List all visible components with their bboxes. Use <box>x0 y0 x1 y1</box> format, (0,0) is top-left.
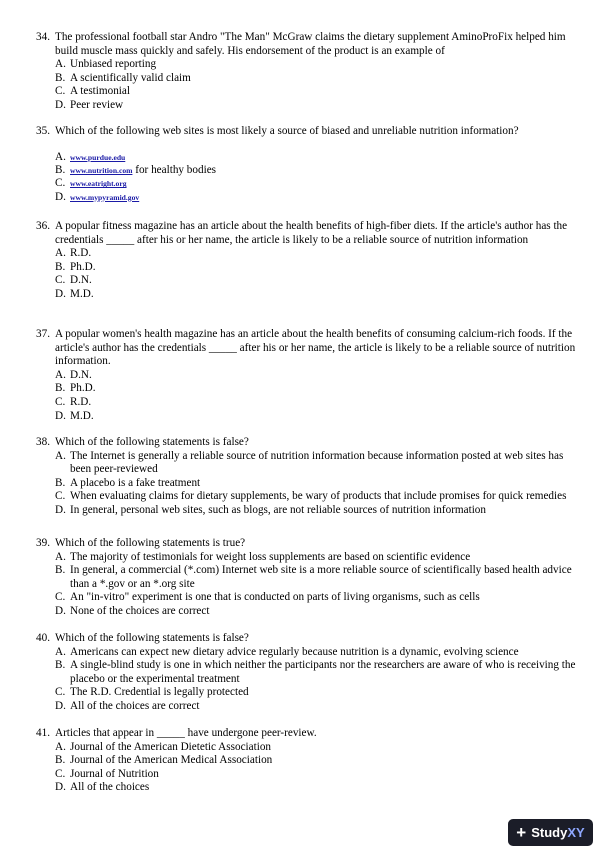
question-number: 35. <box>36 125 50 137</box>
question-stem: Which of the following web sites is most likely a source of biased and unreliable nutrition information? <box>55 125 519 137</box>
option-a[interactable]: A. www.purdue.edu <box>55 150 126 163</box>
option-d[interactable]: D. None of the choices are correct <box>55 604 210 617</box>
question-stem: Which of the following statements is true? <box>55 537 246 549</box>
option-b[interactable]: B. www.nutrition.com for healthy bodies <box>55 164 217 176</box>
question-number: 38. <box>36 436 50 448</box>
question-number: 37. <box>36 328 50 340</box>
option-d[interactable]: D. All of the choices <box>55 781 150 794</box>
option-d[interactable]: D. www.mypyramid.gov <box>55 190 140 203</box>
option-a[interactable]: A. Journal of the American Dietetic Association <box>55 740 272 753</box>
question-36 <box>36 220 581 302</box>
question-stem: Articles that appear in _____ have undergone peer-review. <box>55 727 317 739</box>
question-number: 40. <box>36 632 50 644</box>
option-b[interactable]: B. A single-blind study is one in which neither the participants nor the researchers are aware of who is receiving the placebo or the experimental treatment <box>55 659 576 685</box>
option-c[interactable]: C. R.D. <box>55 395 92 408</box>
question-37 <box>36 328 581 423</box>
option-a[interactable]: A. Unbiased reporting <box>55 58 157 71</box>
question-stem: Which of the following statements is false? <box>55 436 249 448</box>
option-a[interactable]: A. D.N. <box>55 368 92 381</box>
question-39 <box>36 537 581 619</box>
question-number: 36. <box>36 220 50 232</box>
option-d[interactable]: D. Peer review <box>55 98 124 111</box>
option-c[interactable]: C. The R.D. Credential is legally protected <box>55 686 249 699</box>
option-a[interactable]: A. Americans can expect new dietary advice regularly because nutrition is a dynamic, evolving science <box>55 645 519 658</box>
question-35 <box>36 125 581 204</box>
option-b[interactable]: B. A placebo is a fake treatment <box>55 476 201 489</box>
option-c[interactable]: C. www.eatright.org <box>55 177 127 190</box>
question-40 <box>36 632 581 714</box>
question-34 <box>36 31 581 113</box>
studyxy-logo[interactable] <box>508 819 593 846</box>
mypyramid-link[interactable]: www.mypyramid.gov <box>70 192 140 202</box>
option-b[interactable]: B. Ph.D. <box>55 382 96 395</box>
option-d[interactable]: D. M.D. <box>55 287 94 300</box>
question-number: 41. <box>36 727 50 739</box>
question-stem: Which of the following statements is false? <box>55 632 249 644</box>
eatright-link[interactable]: www.eatright.org <box>70 179 127 189</box>
option-c[interactable]: C. D.N. <box>55 274 92 287</box>
option-a[interactable]: A. The Internet is generally a reliable source of nutrition information because information posted at web sites has been peer-reviewed <box>55 449 564 476</box>
option-c[interactable]: C. Journal of Nutrition <box>55 767 159 780</box>
question-41 <box>36 727 581 795</box>
question-number: 39. <box>36 537 50 549</box>
option-b[interactable]: B. A scientifically valid claim <box>55 71 191 84</box>
question-number: 34. <box>36 31 50 43</box>
plus-icon: + <box>516 823 527 842</box>
option-b[interactable]: B. In general, a commercial (*.com) Internet web site is a more reliable source of scientifically based health advice than a *.gov or an *.org site <box>55 564 572 590</box>
nutrition-link[interactable]: www.nutrition.com <box>70 166 133 175</box>
question-stem: A popular women's health magazine has an article about the health benefits of consuming calcium-rich foods. If the article's author has the credentials _____ after his or her name, the article is likely to be a reliable source of nutrition information. <box>55 328 576 368</box>
question-stem: The professional football star Andro "The Man" McGraw claims the dietary supplement AminoProFix helped him build muscle mass quickly and safely. His endorsement of the product is an example of <box>55 31 566 57</box>
option-c[interactable]: C. When evaluating claims for dietary supplements, be wary of products that include promises for quick remedies <box>55 490 567 503</box>
option-d[interactable]: D. In general, personal web sites, such as blogs, are not reliable sources of nutrition information <box>55 503 486 516</box>
option-c[interactable]: C. An "in-vitro" experiment is one that is conducted on parts of living organisms, such as cells <box>55 591 480 604</box>
option-d[interactable]: D. All of the choices are correct <box>55 699 200 712</box>
logo-text: StudyXY <box>531 825 585 840</box>
option-b[interactable]: B. Journal of the American Medical Association <box>55 754 273 767</box>
question-38 <box>36 436 581 518</box>
option-d[interactable]: D. M.D. <box>55 409 94 422</box>
purdue-link[interactable]: www.purdue.edu <box>70 152 126 162</box>
option-c[interactable]: C. A testimonial <box>55 85 130 98</box>
question-stem: A popular fitness magazine has an article about the health benefits of high-fiber diets. If the article's author has the credentials _____ after his or her name, the article is likely to be a reliable source of nutrition information <box>55 220 568 246</box>
option-b[interactable]: B. Ph.D. <box>55 260 96 273</box>
option-a[interactable]: A. The majority of testimonials for weight loss supplements are based on scientific evidence <box>55 550 471 563</box>
option-a[interactable]: A. R.D. <box>55 247 92 260</box>
